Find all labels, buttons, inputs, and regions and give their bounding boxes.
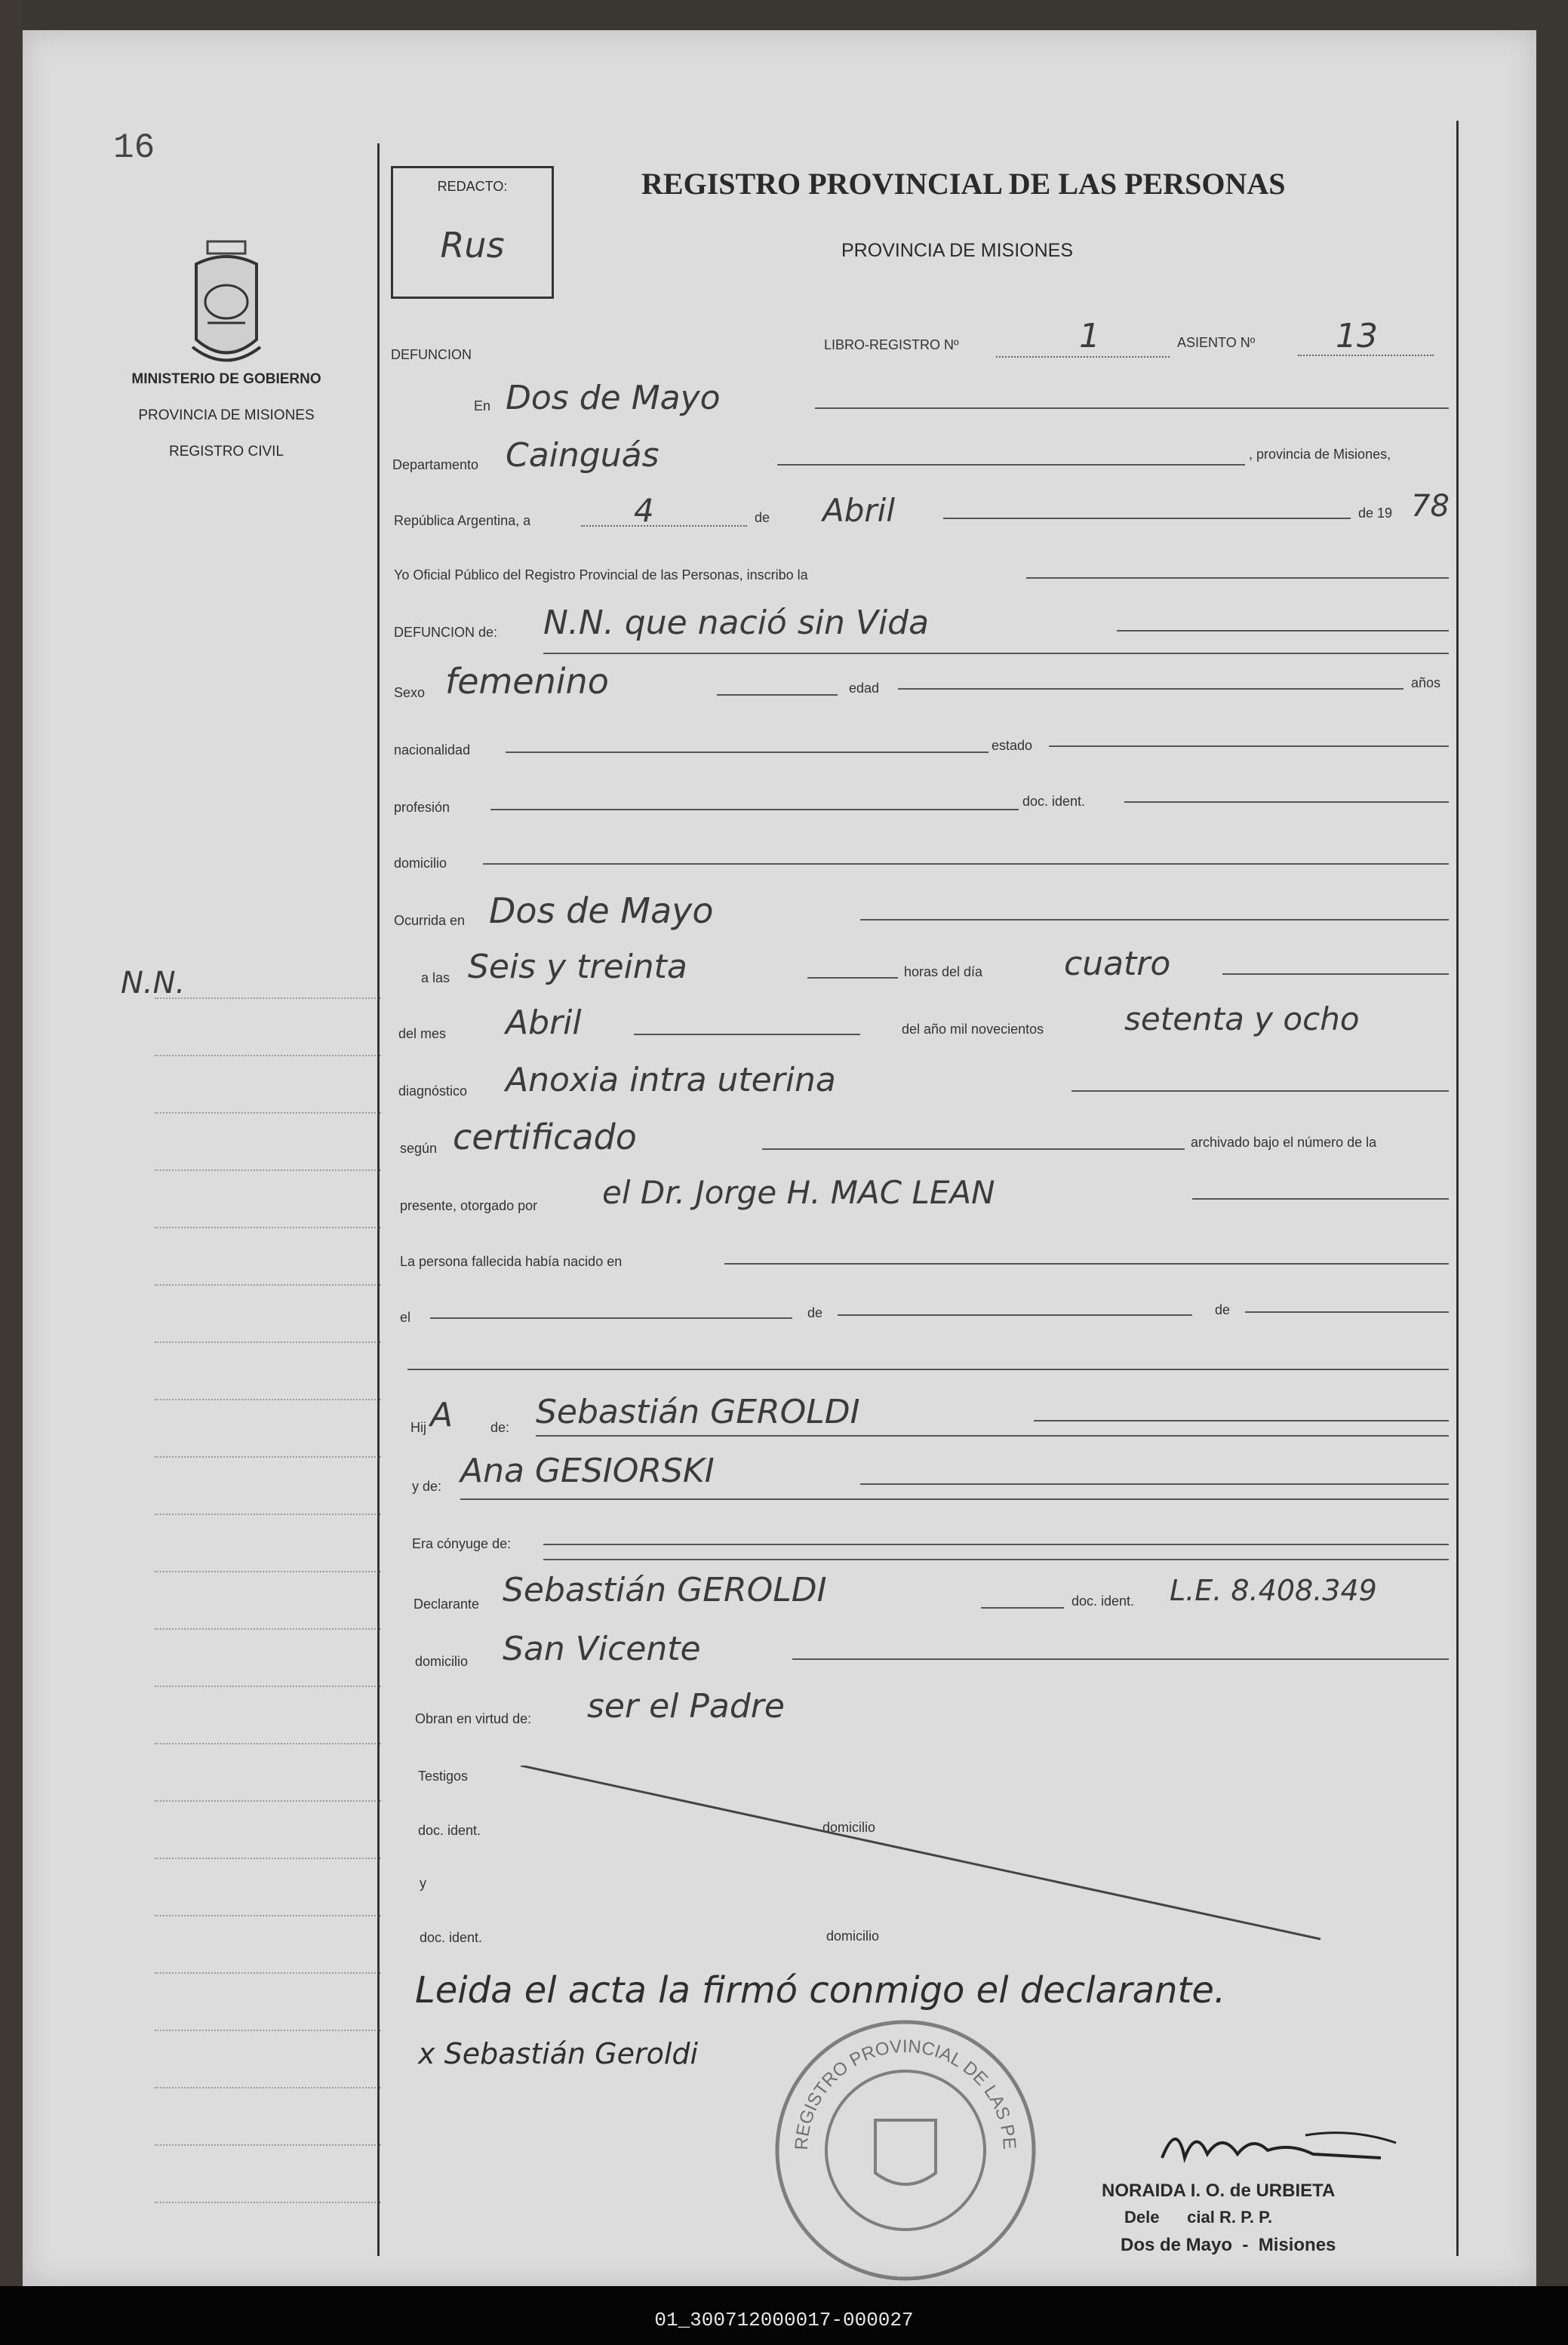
archivado-label: archivado bajo el número de la <box>1191 1135 1377 1150</box>
edad-label: edad <box>849 681 880 696</box>
provincial-emblem-icon <box>177 234 275 389</box>
declarante-doc-value: L.E. 8.408.349 <box>1170 1574 1377 1607</box>
hora-value: Seis y treinta <box>468 948 687 986</box>
hij-value: A <box>430 1396 453 1434</box>
testigos-cancel-strike <box>521 1766 1351 1954</box>
estado-label: estado <box>992 738 1033 753</box>
madre-value: Ana GESIORSKI <box>460 1452 715 1490</box>
profesion-doc-label: doc. ident. <box>1022 794 1086 809</box>
official-signature <box>1154 2113 1404 2181</box>
form-left-rule <box>377 143 380 2256</box>
registry-title: REGISTRO PROVINCIAL DE LAS PERSONAS <box>641 167 1286 201</box>
t1-doc-label: doc. ident. <box>418 1823 481 1838</box>
ministry-name: MINISTERIO DE GOBIERNO <box>131 371 321 387</box>
ministry-province: PROVINCIA DE MISIONES <box>138 407 315 423</box>
closing-statement: Leida el acta la firmó conmigo el declarante. <box>415 1969 1226 2012</box>
ocurrida-label: Ocurrida en <box>394 913 466 928</box>
obran-label: Obran en virtud de: <box>415 1711 532 1726</box>
declarant-signature: x Sebastián Geroldi <box>418 2037 699 2070</box>
diagnostico-label: diagnóstico <box>398 1083 468 1099</box>
mes-value: Abril <box>822 492 895 529</box>
y-label: y <box>420 1876 426 1891</box>
oficial-statement: Yo Oficial Público del Registro Provincial de las Personas, inscribo la <box>394 567 808 582</box>
record-type: DEFUNCION <box>391 347 472 362</box>
ocurrida-value: Dos de Mayo <box>489 890 714 931</box>
de-label: de <box>755 510 770 525</box>
margin-note: N.N. <box>121 966 186 1000</box>
registry-subtitle: PROVINCIA DE MISIONES <box>841 240 1074 261</box>
registry-stamp <box>762 2007 1049 2297</box>
padre-value: Sebastián GEROLDI <box>536 1393 860 1431</box>
redacto-label: REDACTO: <box>437 179 508 194</box>
asiento-number: 13 <box>1336 317 1378 355</box>
file-caption: 01_300712000017-000027 <box>654 2309 914 2331</box>
y-de-label: y de: <box>412 1479 442 1494</box>
libro-number: 1 <box>1079 317 1100 355</box>
a-las-label: a las <box>421 970 450 985</box>
diagnostico-value: Anoxia intra uterina <box>506 1061 836 1099</box>
t1-dom-label: domicilio <box>822 1820 876 1835</box>
ministry-registry: REGISTRO CIVIL <box>168 444 284 459</box>
declarante-value: Sebastián GEROLDI <box>503 1571 827 1609</box>
mes2-value: Abril <box>506 1003 582 1042</box>
dia-value: 4 <box>634 492 654 529</box>
anio-texto-value: setenta y ocho <box>1124 1000 1360 1037</box>
official-position: Dele cial R. P. P. <box>1124 2208 1273 2227</box>
nacido-label: La persona fallecida había nacido en <box>400 1254 623 1269</box>
el-label: el <box>400 1310 411 1325</box>
redacto-box <box>391 166 554 299</box>
dia-texto-value: cuatro <box>1064 945 1171 983</box>
defuncion-de-label: DEFUNCION de: <box>394 625 498 640</box>
segun-value: certificado <box>453 1117 637 1157</box>
libro-label: LIBRO-REGISTRO Nº <box>824 337 959 352</box>
conyuge-label: Era cónyuge de: <box>412 1536 512 1551</box>
departamento-label: Departamento <box>392 457 479 472</box>
form-right-rule <box>1456 121 1459 2256</box>
domicilio-label: domicilio <box>394 856 447 871</box>
sexo-label: Sexo <box>394 685 426 700</box>
anios-label: años <box>1411 675 1441 690</box>
asiento-label: ASIENTO Nº <box>1177 335 1256 350</box>
horas-del-dia-label: horas del día <box>904 964 983 979</box>
official-location: Dos de Mayo - Misiones <box>1121 2235 1336 2255</box>
anio-value: 78 <box>1411 489 1450 524</box>
redacto-initials: Rus <box>440 225 505 266</box>
decl-domicilio-label: domicilio <box>415 1654 469 1669</box>
profesion-label: profesión <box>394 800 450 815</box>
folio-number: 16 <box>113 128 155 168</box>
en-value: Dos de Mayo <box>506 379 721 417</box>
segun-label: según <box>400 1141 438 1156</box>
del-mes-label: del mes <box>398 1026 447 1041</box>
republica-label: República Argentina, a <box>394 513 531 528</box>
departamento-value: Cainguás <box>506 436 659 475</box>
t2-dom-label: domicilio <box>826 1929 880 1944</box>
official-name: NORAIDA I. O. de URBIETA <box>1102 2181 1336 2201</box>
en-label: En <box>474 398 491 413</box>
book-spine <box>0 0 23 2345</box>
del-anio-label: del año mil novecientos <box>902 1022 1044 1037</box>
presente-label: presente, otorgado por <box>400 1198 538 1213</box>
obran-value: ser el Padre <box>587 1687 785 1726</box>
stamp-text: REGISTRO PROVINCIAL DE LAS PE <box>791 2036 1020 2151</box>
declarante-label: Declarante <box>414 1597 480 1612</box>
provincia-label: , provincia de Misiones, <box>1249 447 1391 462</box>
decl-domicilio-value: San Vicente <box>503 1630 701 1668</box>
de-padre-label: de: <box>490 1420 510 1435</box>
defuncion-de-value: N.N. que nació sin Vida <box>543 604 930 642</box>
de-b-label: de <box>1215 1302 1231 1317</box>
hij-label: Hij <box>410 1420 426 1435</box>
declarante-doc-label: doc. ident. <box>1071 1594 1135 1609</box>
de19-label: de 19 <box>1358 506 1393 521</box>
t2-doc-label: doc. ident. <box>420 1930 483 1945</box>
de-a-label: de <box>807 1305 823 1320</box>
nacionalidad-label: nacionalidad <box>394 742 471 758</box>
sexo-value: femenino <box>445 661 609 702</box>
document-page <box>23 30 1536 2286</box>
presente-value: el Dr. Jorge H. MAC LEAN <box>602 1174 995 1211</box>
testigos-label: Testigos <box>418 1769 469 1784</box>
